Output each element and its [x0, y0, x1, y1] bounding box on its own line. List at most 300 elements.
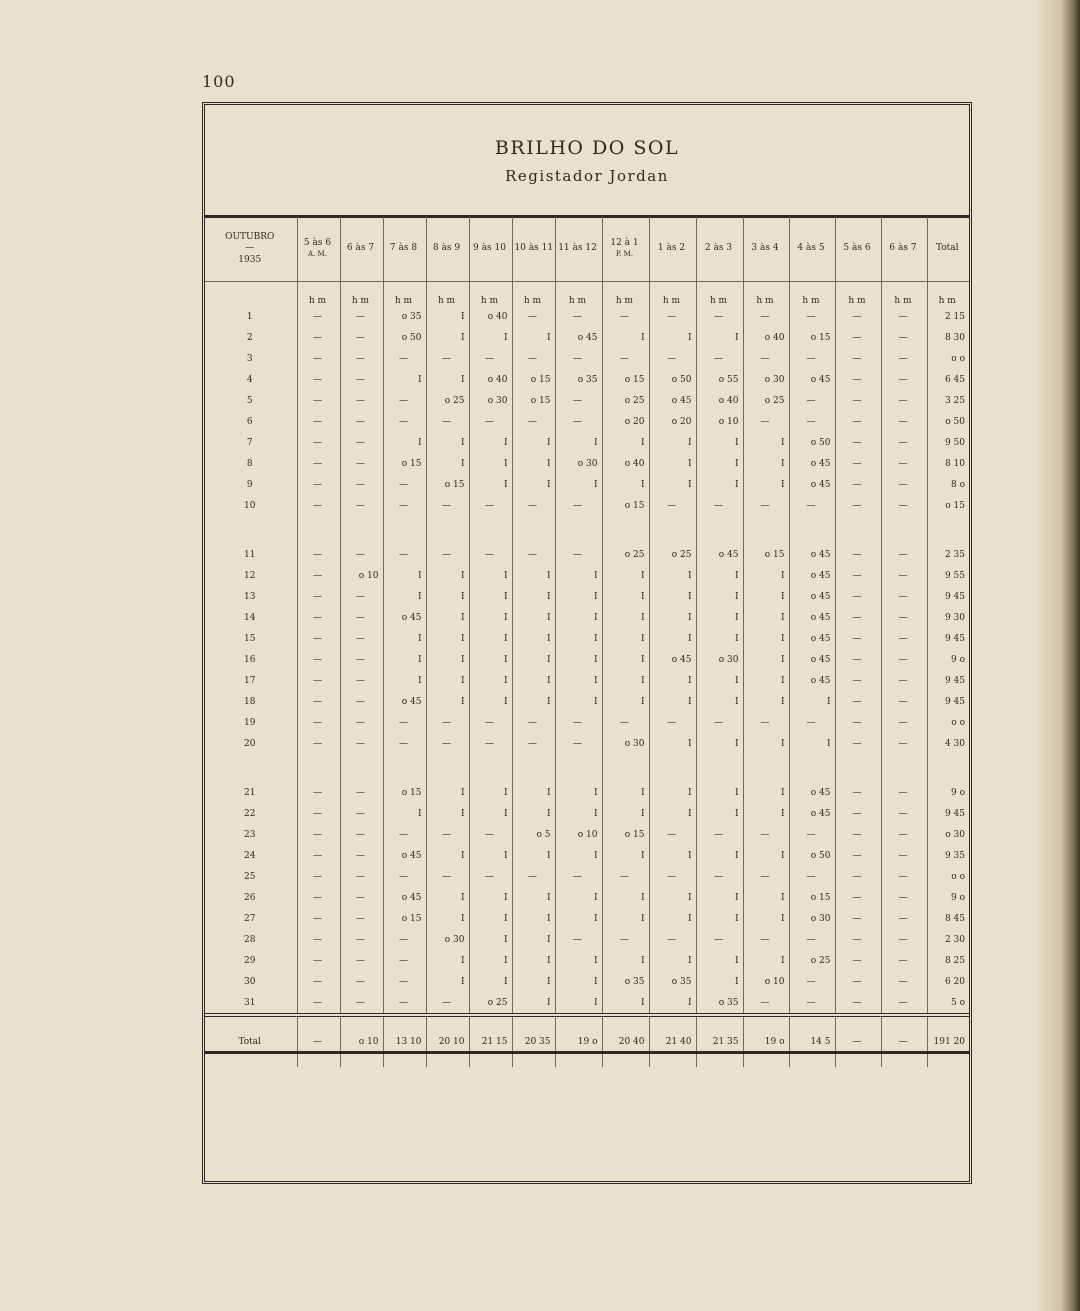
hour-cell: — — [555, 411, 602, 432]
page-title: BRILHO DO SOL — [494, 137, 680, 159]
col-header-4-5: 4 às 5 — [789, 217, 835, 282]
hour-cell: o 25 — [469, 992, 512, 1015]
hour-cell: o 45 — [383, 887, 426, 908]
hour-cell: — — [297, 887, 340, 908]
hour-cell: — — [297, 712, 340, 733]
hour-cell: — — [383, 971, 426, 992]
row-total-cell: 9 45 — [927, 691, 969, 712]
hour-cell: o 25 — [789, 950, 835, 971]
hour-cell: o 50 — [789, 845, 835, 866]
hour-cell: o 40 — [696, 390, 743, 411]
hour-cell: I — [743, 586, 789, 607]
hour-cell: — — [649, 929, 696, 950]
hour-cell: — — [881, 971, 927, 992]
table-row — [205, 607, 969, 628]
hour-cell: I — [602, 887, 649, 908]
hour-cell: I — [512, 803, 555, 824]
hour-cell: I — [512, 782, 555, 803]
hour-cell: — — [743, 866, 789, 887]
hour-cell: — — [512, 544, 555, 565]
hour-cell: — — [383, 348, 426, 369]
month-header — [205, 217, 297, 282]
hour-cell: — — [340, 971, 383, 992]
day-cell: 10 — [244, 500, 256, 511]
hour-cell: — — [426, 712, 469, 733]
row-total-cell: 6 45 — [927, 369, 969, 390]
day-cell: 15 — [244, 633, 256, 644]
day-cell: 26 — [244, 892, 256, 903]
am-note: A. M. — [308, 250, 327, 258]
hour-cell: — — [881, 929, 927, 950]
hour-cell: — — [835, 369, 881, 390]
hour-cell: I — [602, 670, 649, 691]
hour-cell: I — [602, 691, 649, 712]
hour-cell: — — [426, 411, 469, 432]
hour-cell: I — [555, 474, 602, 495]
hour-cell: — — [383, 474, 426, 495]
hour-cell: — — [383, 824, 426, 845]
row-total-cell: 9 o — [927, 782, 969, 803]
row-total-cell: o 50 — [927, 411, 969, 432]
hour-cell: I — [469, 432, 512, 453]
hour-cell: — — [297, 586, 340, 607]
column-header-row — [205, 217, 969, 282]
hour-cell: o 40 — [469, 369, 512, 390]
hour-cell: o 40 — [469, 306, 512, 327]
table-row — [205, 929, 969, 950]
hour-cell: I — [383, 803, 426, 824]
year-separator: — — [245, 243, 255, 254]
hour-cell: — — [835, 453, 881, 474]
hour-cell: — — [340, 649, 383, 670]
hour-cell: I — [555, 670, 602, 691]
total-cell: 191 20 — [927, 1015, 969, 1067]
hour-cell: I — [512, 607, 555, 628]
hour-cell: o 15 — [512, 369, 555, 390]
hour-cell: — — [340, 474, 383, 495]
hour-cell: — — [835, 971, 881, 992]
col-header-11-12: 11 às 12 — [555, 217, 602, 282]
hour-cell: — — [383, 390, 426, 411]
hour-cell: — — [340, 411, 383, 432]
hour-cell: I — [743, 628, 789, 649]
hour-cell: o 45 — [649, 649, 696, 670]
hour-cell: o 25 — [602, 544, 649, 565]
hour-cell: I — [469, 565, 512, 586]
hour-cell: I — [743, 565, 789, 586]
unit-label: h m — [383, 282, 426, 307]
hour-cell: I — [512, 649, 555, 670]
hour-cell: o 25 — [426, 390, 469, 411]
hour-cell: I — [512, 929, 555, 950]
hour-cell: I — [743, 649, 789, 670]
hour-cell: I — [649, 565, 696, 586]
day-cell: 9 — [246, 479, 253, 490]
table-row — [205, 670, 969, 691]
hour-cell: — — [340, 691, 383, 712]
hour-cell: — — [426, 824, 469, 845]
hour-cell: I — [469, 649, 512, 670]
total-cell: 19 o — [743, 1015, 789, 1067]
table-row — [205, 628, 969, 649]
hour-cell: — — [383, 929, 426, 950]
hour-cell: o 30 — [743, 369, 789, 390]
page-subtitle: Registador Jordan — [505, 167, 669, 185]
total-cell: 19 o — [555, 1015, 602, 1067]
hour-cell: — — [340, 845, 383, 866]
hour-cell: I — [602, 327, 649, 348]
hour-cell: o 50 — [649, 369, 696, 390]
total-cell: 20 40 — [602, 1015, 649, 1067]
hour-cell: I — [555, 432, 602, 453]
hour-cell: I — [696, 887, 743, 908]
hour-cell: — — [696, 866, 743, 887]
hour-cell: — — [835, 733, 881, 754]
hour-cell: I — [469, 453, 512, 474]
hour-cell: — — [881, 992, 927, 1015]
hour-cell: — — [297, 845, 340, 866]
hour-cell: — — [469, 866, 512, 887]
col-header-5-6pm: 5 às 6 — [835, 217, 881, 282]
hour-cell: — — [297, 803, 340, 824]
hour-cell: I — [469, 586, 512, 607]
hour-cell: — — [297, 992, 340, 1015]
hour-cell: I — [426, 607, 469, 628]
hour-cell: — — [696, 824, 743, 845]
row-total-cell: 9 45 — [927, 670, 969, 691]
hour-cell: I — [649, 607, 696, 628]
hour-cell: I — [383, 586, 426, 607]
page-number: 100 — [202, 72, 236, 91]
hour-cell: — — [835, 390, 881, 411]
unit-label: h m — [555, 282, 602, 307]
day-cell: 12 — [244, 570, 256, 581]
hour-cell: — — [340, 348, 383, 369]
table-row — [205, 649, 969, 670]
row-total-cell: o 15 — [927, 495, 969, 516]
hour-cell: — — [297, 670, 340, 691]
hour-cell: — — [881, 670, 927, 691]
hour-cell: o 15 — [383, 782, 426, 803]
hour-cell: — — [743, 348, 789, 369]
hour-cell: I — [426, 628, 469, 649]
hour-cell: — — [743, 992, 789, 1015]
hour-cell: — — [835, 824, 881, 845]
hour-cell: — — [297, 824, 340, 845]
total-cell: 21 15 — [469, 1015, 512, 1067]
hour-cell: I — [649, 950, 696, 971]
table-row — [205, 824, 969, 845]
hour-cell: o 45 — [789, 453, 835, 474]
table-row — [205, 866, 969, 887]
hour-cell: I — [789, 691, 835, 712]
hour-cell: — — [340, 782, 383, 803]
hour-cell: I — [649, 628, 696, 649]
hour-cell: o 45 — [696, 544, 743, 565]
hour-cell: I — [555, 565, 602, 586]
hour-cell: I — [426, 586, 469, 607]
hour-cell: I — [696, 733, 743, 754]
row-total-cell: 9 45 — [927, 586, 969, 607]
hour-cell: — — [469, 544, 512, 565]
hour-cell: I — [469, 782, 512, 803]
day-cell: 6 — [246, 416, 253, 427]
day-cell: 17 — [244, 675, 256, 686]
hour-cell: o 10 — [340, 565, 383, 586]
hour-cell: o 10 — [555, 824, 602, 845]
hour-cell: — — [555, 712, 602, 733]
hour-cell: — — [340, 929, 383, 950]
hour-cell: — — [340, 887, 383, 908]
hour-cell: — — [297, 453, 340, 474]
hour-cell: I — [649, 453, 696, 474]
hour-cell: o 45 — [649, 390, 696, 411]
col-header-6-7: 6 às 7 — [340, 217, 383, 282]
row-total-cell: 9 45 — [927, 628, 969, 649]
hour-cell: o 30 — [426, 929, 469, 950]
table-row — [205, 453, 969, 474]
row-total-cell: 8 30 — [927, 327, 969, 348]
total-cell: 14 5 — [789, 1015, 835, 1067]
hour-cell: — — [297, 495, 340, 516]
hour-cell: I — [555, 628, 602, 649]
hour-cell: I — [602, 845, 649, 866]
table-body — [205, 282, 969, 1068]
hour-cell: — — [649, 824, 696, 845]
hour-cell: — — [297, 565, 340, 586]
hour-cell: — — [512, 733, 555, 754]
hour-cell: — — [789, 971, 835, 992]
hour-cell: I — [512, 327, 555, 348]
hour-cell: I — [469, 950, 512, 971]
hour-cell: — — [835, 691, 881, 712]
hour-cell: o 50 — [789, 432, 835, 453]
unit-label: h m — [743, 282, 789, 307]
pm-note: P. M. — [615, 250, 634, 258]
hour-cell: o 50 — [383, 327, 426, 348]
hour-cell: — — [340, 733, 383, 754]
row-total-cell: 5 o — [927, 992, 969, 1015]
hour-cell: — — [340, 992, 383, 1015]
hour-cell: — — [743, 824, 789, 845]
hour-cell: I — [696, 432, 743, 453]
unit-label: h m — [649, 282, 696, 307]
hour-cell: — — [789, 348, 835, 369]
hour-cell: o 45 — [789, 369, 835, 390]
day-cell: 3 — [246, 353, 253, 364]
hour-cell: — — [383, 733, 426, 754]
hour-cell: — — [297, 348, 340, 369]
day-cell: 11 — [244, 549, 256, 560]
hour-cell: o 40 — [743, 327, 789, 348]
hour-cell: — — [789, 866, 835, 887]
hour-cell: — — [743, 306, 789, 327]
table-row — [205, 369, 969, 390]
hour-cell: I — [696, 803, 743, 824]
hour-cell: — — [297, 369, 340, 390]
hour-cell: I — [789, 733, 835, 754]
hour-cell: o 45 — [789, 782, 835, 803]
hour-cell: I — [426, 950, 469, 971]
hour-cell: I — [469, 474, 512, 495]
hour-cell: o 10 — [696, 411, 743, 432]
day-cell: 4 — [246, 374, 253, 385]
hour-cell: — — [789, 495, 835, 516]
total-cell: 20 35 — [512, 1015, 555, 1067]
hour-cell: I — [649, 327, 696, 348]
hour-cell: — — [426, 544, 469, 565]
hour-cell: — — [881, 474, 927, 495]
table-header — [205, 105, 969, 218]
hour-cell: o 45 — [789, 474, 835, 495]
hour-cell: — — [297, 390, 340, 411]
row-total-cell: o o — [927, 866, 969, 887]
hour-cell: — — [789, 992, 835, 1015]
day-cell: 16 — [244, 654, 256, 665]
hour-cell: I — [512, 908, 555, 929]
table-row — [205, 803, 969, 824]
hour-cell: — — [881, 845, 927, 866]
hour-cell: I — [743, 691, 789, 712]
hour-cell: I — [383, 670, 426, 691]
hour-cell: I — [743, 950, 789, 971]
hour-cell: — — [297, 607, 340, 628]
hour-cell: I — [426, 306, 469, 327]
hour-cell: I — [426, 782, 469, 803]
hour-cell: — — [649, 866, 696, 887]
hour-cell: o 55 — [696, 369, 743, 390]
row-total-cell: 9 30 — [927, 607, 969, 628]
hour-cell: — — [469, 824, 512, 845]
hour-cell: o 40 — [602, 453, 649, 474]
hour-cell: — — [340, 432, 383, 453]
unit-label: h m — [426, 282, 469, 307]
hour-cell: — — [297, 733, 340, 754]
hour-cell: — — [835, 950, 881, 971]
hour-cell: I — [696, 565, 743, 586]
hour-cell: I — [383, 369, 426, 390]
hour-cell: o 45 — [789, 607, 835, 628]
row-gap — [205, 754, 969, 782]
row-total-cell: o o — [927, 348, 969, 369]
hour-cell: — — [743, 495, 789, 516]
hour-cell: I — [602, 432, 649, 453]
hour-cell: — — [835, 495, 881, 516]
hour-cell: — — [340, 908, 383, 929]
row-total-cell: 9 50 — [927, 432, 969, 453]
hour-cell: — — [297, 306, 340, 327]
hour-cell: — — [789, 929, 835, 950]
hour-cell: I — [555, 782, 602, 803]
hour-cell: o 25 — [743, 390, 789, 411]
hour-cell: — — [340, 327, 383, 348]
table-row — [205, 586, 969, 607]
hour-cell: o 30 — [602, 733, 649, 754]
hour-cell: o 15 — [743, 544, 789, 565]
hour-cell: I — [426, 453, 469, 474]
hour-cell: — — [340, 495, 383, 516]
hour-cell: o 45 — [383, 607, 426, 628]
hour-cell: o 15 — [512, 390, 555, 411]
hour-cell: — — [835, 544, 881, 565]
unit-label: h m — [881, 282, 927, 307]
hour-cell: I — [426, 971, 469, 992]
hour-cell: — — [555, 348, 602, 369]
hour-cell: — — [297, 411, 340, 432]
hour-cell: — — [835, 649, 881, 670]
hour-cell: — — [881, 306, 927, 327]
hour-cell: o 30 — [696, 649, 743, 670]
hour-cell: I — [696, 691, 743, 712]
hour-cell: — — [555, 929, 602, 950]
unit-label: h m — [696, 282, 743, 307]
hour-cell: I — [649, 474, 696, 495]
hour-cell: I — [469, 887, 512, 908]
hour-cell: — — [881, 803, 927, 824]
hour-cell: I — [602, 628, 649, 649]
hour-cell: — — [297, 628, 340, 649]
day-cell: 29 — [244, 955, 256, 966]
hour-cell: — — [340, 824, 383, 845]
hour-cell: — — [881, 782, 927, 803]
hour-cell: I — [383, 649, 426, 670]
col-header-1-2: 1 às 2 — [649, 217, 696, 282]
hour-cell: — — [743, 929, 789, 950]
hour-cell: I — [383, 628, 426, 649]
hour-cell: o 20 — [649, 411, 696, 432]
hour-cell: — — [340, 607, 383, 628]
hour-cell: I — [469, 971, 512, 992]
total-cell: — — [835, 1015, 881, 1067]
hour-cell: — — [789, 390, 835, 411]
hour-cell: — — [881, 495, 927, 516]
row-gap — [205, 516, 969, 544]
hour-cell: — — [743, 712, 789, 733]
hour-cell: I — [469, 803, 512, 824]
hour-cell: I — [602, 908, 649, 929]
day-cell: 31 — [244, 997, 256, 1008]
hour-cell: — — [383, 866, 426, 887]
hour-cell: I — [469, 845, 512, 866]
hour-cell: — — [555, 495, 602, 516]
hour-cell: — — [340, 369, 383, 390]
hour-cell: I — [696, 453, 743, 474]
hour-cell: — — [881, 950, 927, 971]
unit-row — [205, 282, 969, 307]
col-header-6-7pm: 6 às 7 — [881, 217, 927, 282]
hour-cell: — — [426, 495, 469, 516]
hour-cell: — — [383, 992, 426, 1015]
hour-cell: I — [469, 670, 512, 691]
book-binding-edge — [1038, 0, 1080, 1311]
hour-cell: I — [696, 845, 743, 866]
day-cell: 8 — [246, 458, 253, 469]
row-total-cell: 2 35 — [927, 544, 969, 565]
hour-cell: — — [835, 411, 881, 432]
hour-cell: I — [512, 628, 555, 649]
hour-cell: I — [649, 586, 696, 607]
hour-cell: o 45 — [383, 691, 426, 712]
hour-cell: — — [789, 824, 835, 845]
hour-cell: I — [743, 803, 789, 824]
total-cell: 20 10 — [426, 1015, 469, 1067]
hour-cell: I — [696, 971, 743, 992]
hour-cell: I — [696, 782, 743, 803]
hour-cell: — — [696, 712, 743, 733]
hour-cell: — — [297, 971, 340, 992]
table-row — [205, 327, 969, 348]
table-row — [205, 691, 969, 712]
